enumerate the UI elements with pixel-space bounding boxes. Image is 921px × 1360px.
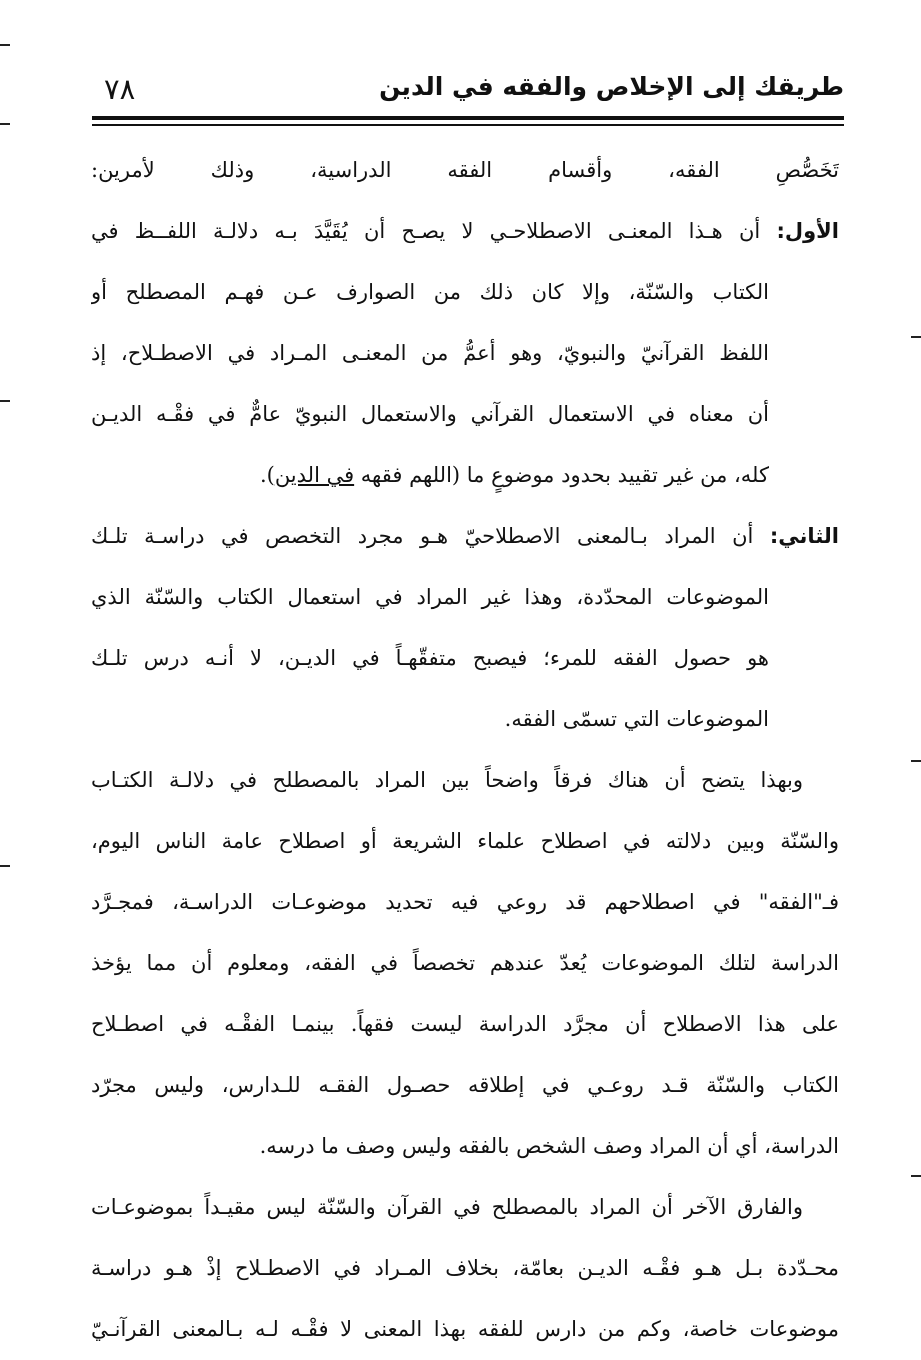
margin-mark (0, 865, 10, 867)
text-line (91, 445, 839, 506)
page-header (90, 62, 844, 112)
text-line: هو حصول الفقه للمرء؛ فيصبح متفقّهـاً في الديـن، لا أنـه درس تلـك (91, 646, 769, 670)
text-line: محـدّدة بـل هـو فقْـه الديـن بعامّة، بخلاف المـراد في الاصطـلاح إذْ هـو دراسـة (91, 1256, 839, 1280)
text-span: كله، من غير تقييد بحدود موضوعٍ ما (اللهم فقهه (354, 463, 769, 487)
margin-mark (0, 44, 10, 46)
text-line: فـ"الفقه" في اصطلاحهم قد روعي فيه تحديد موضوعـات الدراسـة، فمجـرَّد (91, 890, 839, 914)
text-line: اللفظ القرآنيّ والنبويّ، وهو أعمُّ من المعنـى المـراد في الاصطـلاح، إذ (91, 341, 769, 365)
margin-mark (0, 123, 10, 125)
margin-mark (911, 1175, 921, 1177)
margin-mark (911, 760, 921, 762)
text-line: الدراسة، أي أن المراد وصف الشخص بالفقه وليس وصف ما درسه. (259, 1134, 839, 1158)
text-line: على هذا الاصطلاح أن مجرَّد الدراسة ليست فقهاً. بينمـا الفقْـه في اصطـلاح (91, 1012, 839, 1036)
margin-mark (0, 400, 10, 402)
text-line: تَخَصُّصِ الفقه، وأقسام الفقه الدراسية، وذلك لأمرين: (91, 158, 839, 182)
margin-mark (911, 336, 921, 338)
text-line: الدراسة لتلك الموضوعات يُعدّ عندهم تخصصاً في الفقه، ومعلوم أن مما يؤخذ (91, 951, 839, 975)
text-line: والسّنّة وبين دلالته في اصطلاح علماء الشريعة أو اصطلاح عامة الناس اليوم، (91, 829, 839, 853)
point-label-second: الثاني: (769, 524, 839, 548)
text-span: ). (259, 463, 275, 487)
point-label-first: الأول: (776, 219, 839, 243)
text-span: أن هـذا المعنـى الاصطلاحـي لا يصـح أن يُقَيَّدَ بـه دلالـة اللفــظ في (91, 219, 761, 243)
text-line: الكتاب والسّنّة، وإلا كان ذلك من الصوارف عـن فهـم المصطلح أو (91, 280, 769, 304)
page-number: ٧٨ (104, 72, 136, 106)
text-line: الموضوعات المحدّدة، وهذا غير المراد في استعمال الكتاب والسّنّة الذي (91, 585, 769, 609)
header-rule-thin (92, 124, 844, 126)
text-line (91, 201, 839, 262)
text-span: أن المراد بـالمعنى الاصطلاحيّ هـو مجرد التخصص في دراسـة تلـك (91, 524, 754, 548)
underlined-phrase: في الدين (274, 463, 355, 487)
text-line: وبهذا يتضح أن هناك فرقاً واضحاً بين المراد بالمصطلح في دلالـة الكتـاب (91, 768, 803, 792)
running-title: طريقك إلى الإخلاص والفقه في الدين (379, 72, 844, 101)
text-line: الكتاب والسّنّة قـد روعـي في إطلاقه حصـول الفقـه للـدارس، وليس مجرّد (91, 1073, 839, 1097)
text-line: موضوعات خاصة، وكم من دارس للفقه بهذا المعنى لا فقْـه لـه بـالمعنى القرآنـيّ (91, 1317, 839, 1341)
header-rule-thick (92, 116, 844, 120)
text-line: الموضوعات التي تسمّى الفقه. (504, 707, 769, 731)
body-text (91, 140, 839, 1360)
text-line: أن معناه في الاستعمال القرآني والاستعمال النبويّ عامٌّ في فقْـه الديـن (91, 402, 769, 426)
text-line (91, 506, 839, 567)
text-line: والفارق الآخر أن المراد بالمصطلح في القرآن والسّنّة ليس مقيـداً بموضوعـات (91, 1195, 803, 1219)
